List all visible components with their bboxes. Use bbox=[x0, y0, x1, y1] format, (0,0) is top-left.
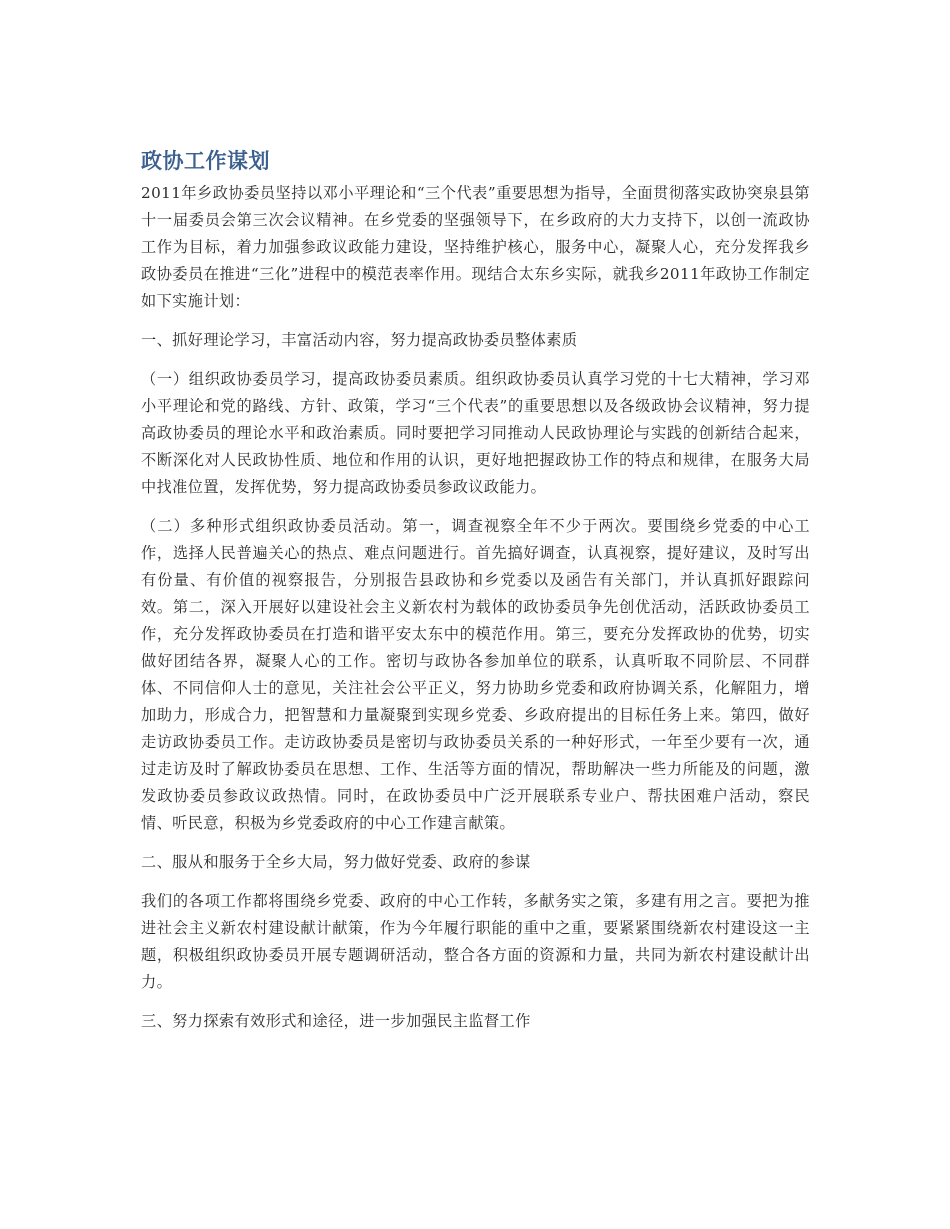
section-1-paragraph-1: （一）组织政协委员学习，提高政协委员素质。组织政协委员认真学习党的十七大精神，学习邓小平理论和党的路线、方针、政策，学习“三个代表”的重要思想以及各级政协会议精神，努力提高政协委员的理论水平和政治素质。同时要把学习同推动人民政协理论与实践的创新结合起来，不断深化对人民政协性质、地位和作用的认识，更好地把握政协工作的特点和规律，在服务大局中找准位置，发挥优势，努力提高政协委员参政议政能力。 bbox=[141, 370, 810, 496]
intro-paragraph: 2011年乡政协委员坚持以邓小平理论和“三个代表”重要思想为指导，全面贯彻落实政协突泉县第十一届委员会第三次会议精神。在乡党委的坚强领导下，在乡政府的大力支持下，以创一流政协工作为目标，着力加强参政议政能力建设，坚持维护核心，服务中心，凝聚人心，充分发挥我乡政协委员在推进“三化”进程中的模范表率作用。现结合太东乡实际，就我乡2011年政协工作制定如下实施计划： bbox=[141, 184, 810, 310]
document-title: 政协工作谋划 bbox=[141, 149, 270, 173]
section-1-paragraph-2: （二）多种形式组织政协委员活动。第一，调查视察全年不少于两次。要围绕乡党委的中心工作，选择人民普遍关心的热点、难点问题进行。首先搞好调查，认真视察，提好建议，及时写出有份量、有价值的视察报告，分别报告县政协和乡党委以及函告有关部门，并认真抓好跟踪问效。第二，深入开展好以建设社会主义新农村为载体的政协委员争先创优活动，活跃政协委员工作，充分发挥政协委员在打造和谐平安太东中的模范作用。第三，要充分发挥政协的优势，切实做好团结各界，凝聚人心的工作。密切与政协各参加单位的联系，认真听取不同阶层、不同群体、不同信仰人士的意见，关注社会公平正义，努力协助乡党委和政府协调关系，化解阻力，增加助力，形成合力，把智慧和力量凝聚到实现乡党委、乡政府提出的目标任务上来。第四，做好走访政协委员工作。走访政协委员是密切与政协委员关系的一种好形式，一年至少要有一次，通过走访及时了解政协委员在思想、工作、生活等方面的情况，帮助解决一些力所能及的问题，激发政协委员参政议政热情。同时，在政协委员中广泛开展联系专业户、帮扶困难户活动，察民情、听民意，积极为乡党委政府的中心工作建言献策。 bbox=[141, 517, 810, 832]
section-2-heading: 二、服从和服务于全乡大局，努力做好党委、政府的参谋 bbox=[141, 853, 531, 871]
section-3-heading: 三、努力探索有效形式和途径，进一步加强民主监督工作 bbox=[141, 1012, 531, 1030]
section-1-heading: 一、抓好理论学习，丰富活动内容，努力提高政协委员整体素质 bbox=[141, 331, 578, 349]
document-page bbox=[141, 146, 810, 1047]
section-2-paragraph-1: 我们的各项工作都将围绕乡党委、政府的中心工作转，多献务实之策，多建有用之言。要把为推进社会主义新农村建设献计献策，作为今年履行职能的重中之重，要紧紧围绕新农村建设这一主题，积极组织政协委员开展专题调研活动，整合各方面的资源和力量，共同为新农村建设献计出力。 bbox=[141, 892, 810, 991]
